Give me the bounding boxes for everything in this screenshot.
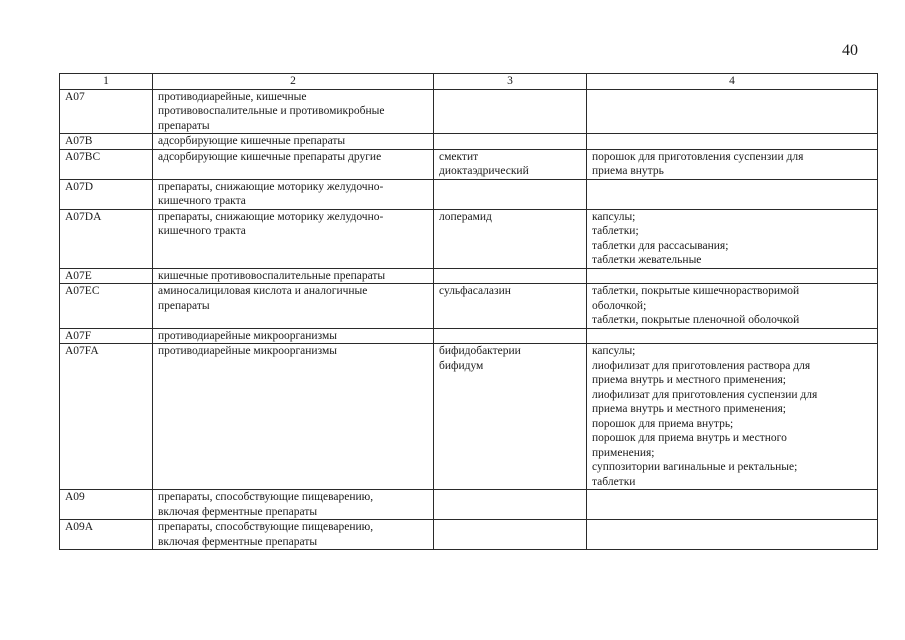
column-number-2: 2 [153,74,434,90]
dosage-forms [587,520,878,550]
drug-name [434,89,587,134]
atc-code: A07FA [60,344,153,490]
atc-code: A09A [60,520,153,550]
atc-code: A09 [60,490,153,520]
table-row [60,89,878,134]
anatomical-therapeutic-group: препараты, способствующие пищеварению, включая ферментные препараты [153,520,434,550]
table-row [60,284,878,329]
dosage-forms [587,328,878,344]
anatomical-therapeutic-group: препараты, снижающие моторику желудочно- кишечного тракта [153,179,434,209]
drug-name [434,328,587,344]
table-row [60,328,878,344]
table-row [60,344,878,490]
page-number: 40 [842,42,858,59]
table-body [60,74,878,550]
column-number-1: 1 [60,74,153,90]
drug-name [434,520,587,550]
drug-classification-table [59,73,878,550]
anatomical-therapeutic-group: препараты, способствующие пищеварению, включая ферментные препараты [153,490,434,520]
column-number-row [60,74,878,90]
drug-name: сульфасалазин [434,284,587,329]
anatomical-therapeutic-group: противодиарейные микроорганизмы [153,344,434,490]
anatomical-therapeutic-group: адсорбирующие кишечные препараты [153,134,434,150]
anatomical-therapeutic-group: адсорбирующие кишечные препараты другие [153,149,434,179]
drug-name [434,134,587,150]
dosage-forms [587,490,878,520]
table-row [60,149,878,179]
table-row [60,268,878,284]
column-number-4: 4 [587,74,878,90]
atc-code: A07DA [60,209,153,268]
atc-code: A07 [60,89,153,134]
table-row [60,490,878,520]
atc-code: A07D [60,179,153,209]
drug-name: лоперамид [434,209,587,268]
drug-name [434,179,587,209]
atc-code: A07E [60,268,153,284]
anatomical-therapeutic-group: противодиарейные, кишечные противовоспалительные и противомикробные препараты [153,89,434,134]
table-row [60,134,878,150]
dosage-forms: капсулы; лиофилизат для приготовления раствора для приема внутрь и местного применения; лиофилизат для приготовления суспензии для приема внутрь и местного применения; порошок для приема внутрь; порошок для приема внутрь и местного применения; суппозитории вагинальные и ректальные; таблетки [587,344,878,490]
drug-name: бифидобактерии бифидум [434,344,587,490]
dosage-forms [587,89,878,134]
dosage-forms [587,179,878,209]
anatomical-therapeutic-group: препараты, снижающие моторику желудочно- кишечного тракта [153,209,434,268]
atc-code: A07B [60,134,153,150]
column-number-3: 3 [434,74,587,90]
anatomical-therapeutic-group: кишечные противовоспалительные препараты [153,268,434,284]
atc-code: A07EC [60,284,153,329]
anatomical-therapeutic-group: противодиарейные микроорганизмы [153,328,434,344]
atc-code: A07F [60,328,153,344]
dosage-forms [587,268,878,284]
drug-name [434,490,587,520]
dosage-forms: таблетки, покрытые кишечнорастворимой оболочкой; таблетки, покрытые пленочной оболочкой [587,284,878,329]
table-row [60,209,878,268]
table-row [60,520,878,550]
dosage-forms: капсулы; таблетки; таблетки для рассасывания; таблетки жевательные [587,209,878,268]
drug-name: смектит диоктаэдрический [434,149,587,179]
atc-code: A07BC [60,149,153,179]
dosage-forms [587,134,878,150]
drug-name [434,268,587,284]
dosage-forms: порошок для приготовления суспензии для приема внутрь [587,149,878,179]
table-row [60,179,878,209]
anatomical-therapeutic-group: аминосалициловая кислота и аналогичные препараты [153,284,434,329]
